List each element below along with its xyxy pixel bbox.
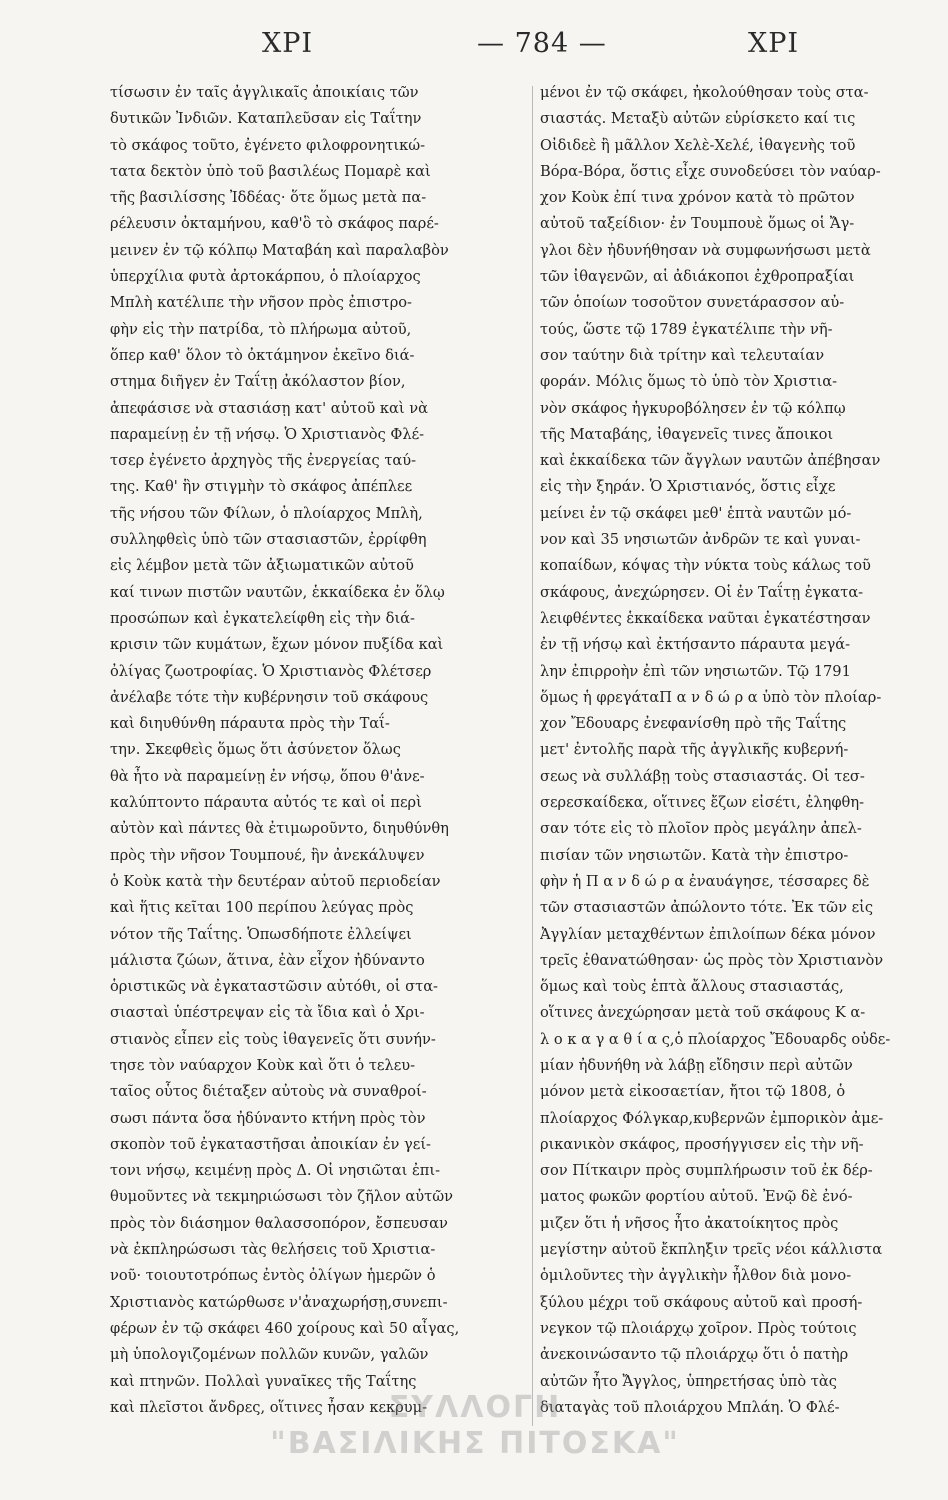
text-line: μάλιστα ζώων, ἅτινα, ἐὰν εἶχον ἠδύναντο xyxy=(110,951,425,969)
text-line: χον Κοὺκ ἐπί τινα χρόνον κατὰ τὸ πρῶτον xyxy=(540,189,855,207)
text-line: τῶν στασιαστῶν ἀπώλοντο τότε. Ἐκ τῶν εἰς xyxy=(540,899,874,917)
text-line: δυτικῶν Ἰνδιῶν. Καταπλεῦσαν εἰς Ταΐτην xyxy=(110,110,422,128)
text-line: εἰς τὴν ξηράν. Ὁ Χριστιανός, ὅστις εἶχε xyxy=(540,478,836,496)
text-line: σεως νὰ συλλάβῃ τοὺς στασιαστάς. Οἱ τεσ- xyxy=(540,767,865,785)
watermark-line-2: "ΒΑΣΙΛΙΚΗΣ ΠΙΤΟΣΚΑ" xyxy=(270,1426,680,1461)
text-line: Βόρα-Βόρα, ὅστις εἶχε συνοδεύσει τὸν ναύαρ- xyxy=(540,162,881,180)
text-line: Οἰδιδεὲ ἢ μᾶλλον Χελὲ-Χελέ, ἰθαγενὴς τοῦ xyxy=(540,136,856,154)
text-line: τῶν ὁποίων τοσοῦτον συνετάρασσον αὐ- xyxy=(540,294,845,312)
text-line: θυμοῦντες νὰ τεκμηριώσωσι τὸν ζῆλον αὐτῶν xyxy=(110,1188,453,1206)
text-line: ἀνεκοινώσαντο τῷ πλοιάρχῳ ὅτι ὁ πατὴρ xyxy=(540,1346,849,1364)
text-line: κρισιν τῶν κυμάτων, ἔχων μόνον πυξίδα καὶ xyxy=(110,636,444,654)
text-line: της. Καθ' ἣν στιγμὴν τὸ σκάφος ἀπέπλεε xyxy=(110,478,413,496)
text-line: σερεσκαίδεκα, οἵτινες ἔζων εἰσέτι, ἐληφθη- xyxy=(540,794,865,812)
text-line: συλληφθεὶς ὑπὸ τῶν στασιαστῶν, ἐρρίφθη xyxy=(110,531,427,549)
text-line: τσερ ἐγένετο ἀρχηγὸς τῆς ἐνεργείας ταύ- xyxy=(110,452,417,470)
text-line: ὀλίγας ζωοτροφίας. Ὁ Χριστιανὸς Φλέτσερ xyxy=(110,662,432,680)
text-line: πλοίαρχος Φόλγκαρ,κυβερνῶν ἐμπορικὸν ἀμε- xyxy=(540,1109,884,1127)
text-line: τατα δεκτὸν ὑπὸ τοῦ βασιλέως Πομαρὲ καὶ xyxy=(110,162,431,180)
text-line: ξύλου μέχρι τοῦ σκάφους αὐτοῦ καὶ προσή- xyxy=(540,1293,863,1311)
right-column xyxy=(540,80,938,1421)
text-line: μίαν ἠδυνήθη νὰ λάβῃ εἴδησιν περὶ αὐτῶν xyxy=(540,1056,853,1074)
text-line: ματος φωκῶν φορτίου αὐτοῦ. Ἐνῷ δὲ ἐνό- xyxy=(540,1188,853,1206)
text-line: τῆς νήσου τῶν Φίλων, ὁ πλοίαρχος Μπλὴ, xyxy=(110,504,423,522)
text-line: τίσωσιν ἐν ταῖς ἀγγλικαῖς ἀποικίαις τῶν xyxy=(110,84,419,101)
text-line: Χριστιανὸς κατώρθωσε ν'ἀναχωρήσῃ,συνεπι- xyxy=(110,1293,448,1311)
text-line: νὸν σκάφος ἠγκυροβόλησεν ἐν τῷ κόλπῳ xyxy=(540,399,846,417)
text-line: πρὸς τὸν διάσημον θαλασσοπόρον, ἔσπευσαν xyxy=(110,1214,448,1232)
left-column xyxy=(110,80,526,1421)
text-line: τὸ σκάφος τοῦτο, ἐγένετο φιλοφρονητικώ- xyxy=(110,136,426,154)
text-line: τονι νήσῳ, κειμένῃ πρὸς Δ. Οἱ νησιῶται ἐπι- xyxy=(110,1162,441,1180)
text-line: νὰ ἐκπληρώσωσι τὰς θελήσεις τοῦ Χριστια- xyxy=(110,1241,436,1259)
text-line: λ ο κ α γ α θ ί α ς,ὁ πλοίαρχος Ἔδουαρδς οὐδε- xyxy=(540,1030,891,1048)
text-line: πισίαν τῶν νησιωτῶν. Κατὰ τὴν ἐπιστρο- xyxy=(540,846,849,864)
text-line: καλύπτοντο πάραυτα αὐτός τε καὶ οἱ περὶ xyxy=(110,794,422,812)
text-line: κοπαίδων, κόψας τὴν νύκτα τοὺς κάλως τοῦ xyxy=(540,557,871,575)
text-line: καὶ πλεῖστοι ἄνδρες, οἵτινες ἦσαν κεκρυμ- xyxy=(110,1398,428,1416)
text-line: σιαστάς. Μεταξὺ αὐτῶν εὑρίσκετο καί τις xyxy=(540,110,856,128)
text-line: ὅμως ἡ φρεγάταΠ α ν δ ώ ρ α ὑπὸ τὸν πλοίαρ- xyxy=(540,688,882,706)
text-line: ὅμως καὶ τοὺς ἑπτὰ ἄλλους στασιαστάς, xyxy=(540,978,844,996)
text-line: καὶ πτηνῶν. Πολλαὶ γυναῖκες τῆς Ταΐτης xyxy=(110,1372,417,1390)
text-line: παραμείνῃ ἐν τῇ νήσῳ. Ὁ Χριστιανὸς Φλέ- xyxy=(110,425,425,443)
text-line: την. Σκεφθεὶς ὅμως ὅτι ἀσύνετον ὅλως xyxy=(110,741,401,759)
text-line: φὴν εἰς τὴν πατρίδα, τὸ πλήρωμα αὐτοῦ, xyxy=(110,320,412,338)
text-line: αὐτὸν καὶ πάντες θὰ ἐτιμωροῦντο, διηυθύνθη xyxy=(110,820,449,838)
text-line: νοῦ· τοιουτοτρόπως ἐντὸς ὀλίγων ἡμερῶν ὁ xyxy=(110,1267,436,1285)
text-line: αὐτοῦ ταξείδιον· ἐν Τουμπουὲ ὅμως οἱ Ἄγ- xyxy=(540,215,855,233)
text-line: εἰς λέμβον μετὰ τῶν ἀξιωματικῶν αὐτοῦ xyxy=(110,557,414,575)
running-head xyxy=(0,28,948,72)
text-line: αὐτῶν ἦτο Ἄγγλος, ὑπηρετήσας ὑπὸ τὰς xyxy=(540,1372,837,1390)
text-line: γλοι δὲν ἠδυνήθησαν νὰ συμφωνήσωσι μετὰ xyxy=(540,241,871,259)
text-line: φοράν. Μόλις ὅμως τὸ ὑπὸ τὸν Χριστια- xyxy=(540,373,838,391)
text-line: ὁμιλοῦντες τὴν ἀγγλικὴν ἦλθον διὰ μονο- xyxy=(540,1267,852,1285)
text-line: τρεῖς ἐθανατώθησαν· ὡς πρὸς τὸν Χριστιανὸν xyxy=(540,951,884,969)
text-line: ἐν τῇ νήσῳ καὶ ἐκτήσαντο πάραυτα μεγά- xyxy=(540,636,851,654)
text-line: σαν τότε εἰς τὸ πλοῖον πρὸς μεγάλην ἀπελ- xyxy=(540,820,862,838)
text-line: ἀνέλαβε τότε τὴν κυβέρνησιν τοῦ σκάφους xyxy=(110,688,429,706)
text-line: νότον τῆς Ταΐτης. Ὁπωσδήποτε ἐλλείψει xyxy=(110,925,412,943)
watermark xyxy=(250,1390,700,1462)
column-divider xyxy=(532,86,533,1426)
text-line: καὶ ἑκκαίδεκα τῶν ἄγγλων ναυτῶν ἀπέβησαν xyxy=(540,452,881,470)
text-line: μὴ ὑπολογιζομένων πολλῶν κυνῶν, γαλῶν xyxy=(110,1346,429,1364)
text-line: θὰ ἦτο νὰ παραμείνῃ ἐν νήσῳ, ὅπου θ'ἀνε- xyxy=(110,767,425,785)
text-line: σιασταὶ ὑπέστρεψαν εἰς τὰ ἴδια καὶ ὁ Χρι- xyxy=(110,1004,425,1022)
text-line: ταῖος οὗτος διέταξεν αὐτοὺς νὰ συναθροί- xyxy=(110,1083,427,1101)
text-line: στιανὸς εἶπεν εἰς τοὺς ἰθαγενεῖς ὅτι συνήν- xyxy=(110,1030,436,1048)
text-line: ἀπεφάσισε νὰ στασιάσῃ κατ' αὐτοῦ καὶ νὰ xyxy=(110,399,428,417)
text-line: λην ἐπιρροὴν ἐπὶ τῶν νησιωτῶν. Τῷ 1791 xyxy=(540,662,851,680)
text-line: νον καὶ 35 νησιωτῶν ἀνδρῶν τε καὶ γυναι- xyxy=(540,531,861,549)
text-line: ρικανικὸν σκάφος, προσήγγισεν εἰς τὴν νῆ- xyxy=(540,1135,864,1153)
text-line: φὴν ἡ Π α ν δ ώ ρ α ἐναυάγησε, τέσσαρες δὲ xyxy=(540,872,870,890)
text-line: προσώπων καὶ ἐγκατελείφθη εἰς τὴν διά- xyxy=(110,609,415,627)
text-line: ὁ Κοὺκ κατὰ τὴν δευτέραν αὐτοῦ περιοδείαν xyxy=(110,872,441,890)
text-line: τησε τὸν ναύαρχον Κοὺκ καὶ ὅτι ὁ τελευ- xyxy=(110,1056,416,1074)
text-line: σωσι πάντα ὅσα ἠδύναντο κτήνη πρὸς τὸν xyxy=(110,1109,426,1127)
text-line: μεγίστην αὐτοῦ ἔκπληξιν τρεῖς νέοι κάλλιστα xyxy=(540,1241,883,1259)
page-number: — 784 — xyxy=(477,28,607,59)
text-line: μεινεν ἐν τῷ κόλπῳ Ματαβάη καὶ παραλαβὸν xyxy=(110,241,449,259)
text-line: τῆς Ματαβάης, ἰθαγενεῖς τινες ἄποικοι xyxy=(540,425,834,443)
text-line: ὁριστικῶς νὰ ἐγκαταστῶσιν αὐτόθι, οἱ στα- xyxy=(110,978,438,996)
header-right-guideword: ΧΡΙ xyxy=(748,28,800,59)
text-line: τῶν ἰθαγενῶν, αἱ ἀδιάκοποι ἐχθροπραξίαι xyxy=(540,268,855,286)
text-line: ὑπερχίλια φυτὰ ἀρτοκάρπου, ὁ πλοίαρχος xyxy=(110,268,421,286)
text-line: πρὸς τὴν νῆσον Τουμπουέ, ἣν ἀνεκάλυψεν xyxy=(110,846,425,864)
header-left-guideword: ΧΡΙ xyxy=(262,28,314,59)
text-line: διαταγὰς τοῦ πλοιάρχου Μπλάη. Ὁ Φλέ- xyxy=(540,1398,840,1416)
text-line: οἵτινες ἀνεχώρησαν μετὰ τοῦ σκάφους Κ α- xyxy=(540,1004,866,1022)
text-line: μόνον μετὰ εἰκοσαετίαν, ἤτοι τῷ 1808, ὁ xyxy=(540,1083,846,1101)
text-line: χον Ἔδουαρς ἐνεφανίσθη πρὸ τῆς Ταΐτης xyxy=(540,715,847,733)
text-line: σον ταύτην διὰ τρίτην καὶ τελευταίαν xyxy=(540,346,825,364)
text-line: καὶ ἥτις κεῖται 100 περίπου λεύγας πρὸς xyxy=(110,899,414,917)
text-line: μένοι ἐν τῷ σκάφει, ἠκολούθησαν τοὺς στα- xyxy=(540,84,869,101)
text-line: σκάφους, ἀνεχώρησεν. Οἱ ἐν Ταΐτῃ ἐγκατα- xyxy=(540,583,864,601)
text-line: στημα διῆγεν ἐν Ταΐτῃ ἀκόλαστον βίον, xyxy=(110,373,406,391)
text-line: νεγκον τῷ πλοιάρχῳ χοῖρον. Πρὸς τούτοις xyxy=(540,1319,857,1337)
text-line: ρέλευσιν ὀκταμήνου, καθ'ὃ τὸ σκάφος παρέ- xyxy=(110,215,439,233)
text-line: καὶ διηυθύνθη πάραυτα πρὸς τὴν Ταΐ- xyxy=(110,715,390,733)
text-line: σον Πίτκαιρν πρὸς συμπλήρωσιν τοῦ ἐκ δέρ- xyxy=(540,1162,873,1180)
text-line: φέρων ἐν τῷ σκάφει 460 χοίρους καὶ 50 αἶγας, xyxy=(110,1319,460,1337)
text-line: μετ' ἐντολῆς παρὰ τῆς ἀγγλικῆς κυβερνή- xyxy=(540,741,849,759)
text-line: μιζεν ὅτι ἡ νῆσος ἦτο ἀκατοίκητος πρὸς xyxy=(540,1214,839,1232)
text-line: τῆς βασιλίσσης Ἰδδέας· ὅτε ὅμως μετὰ πα- xyxy=(110,189,427,207)
text-line: μείνει ἐν τῷ σκάφει μεθ' ἑπτὰ ναυτῶν μό- xyxy=(540,504,852,522)
text-line: ὅπερ καθ' ὅλον τὸ ὀκτάμηνον ἐκεῖνο διά- xyxy=(110,346,415,364)
text-line: τούς, ὥστε τῷ 1789 ἐγκατέλιπε τὴν νῆ- xyxy=(540,320,833,338)
text-line: καί τινων πιστῶν ναυτῶν, ἑκκαίδεκα ἐν ὅλῳ xyxy=(110,583,445,601)
text-line: Ἀγγλίαν μεταχθέντων ἐπιλοίπων δέκα μόνον xyxy=(540,925,876,943)
text-line: Μπλὴ κατέλιπε τὴν νῆσον πρὸς ἐπιστρο- xyxy=(110,294,412,312)
watermark-line-1: ΣΥΛΛΟΓΗ xyxy=(388,1390,562,1425)
text-line: σκοπὸν τοῦ ἐγκαταστῆσαι ἀποικίαν ἐν γεί- xyxy=(110,1135,431,1153)
text-line: λειφθέντες ἑκκαίδεκα ναῦται ἐγκατέστησαν xyxy=(540,609,871,627)
